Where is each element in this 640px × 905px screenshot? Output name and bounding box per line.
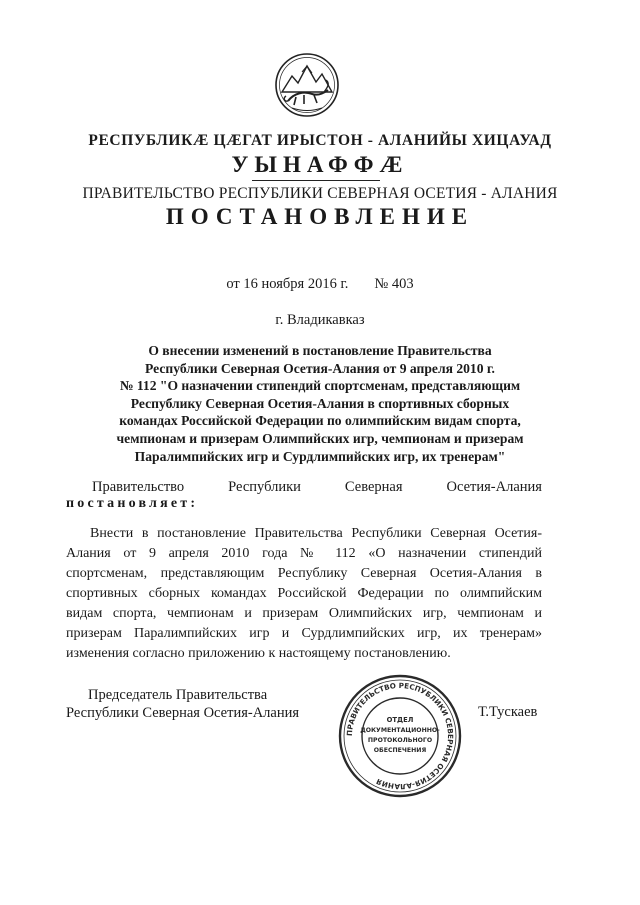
body-line: видам спорта, чемпионам и призерам Олимпийских игр, чемпионам и — [66, 606, 542, 621]
stamp-text-line: ДОКУМЕНТАЦИОННО- — [360, 727, 440, 734]
stamp-text-line: ПРОТОКОЛЬНОГО — [367, 737, 433, 744]
body-line: Алания от 9 апреля 2010 года № 112 «О назначении стипендий — [66, 546, 542, 561]
subject-line: Паралимпийских игр и Сурдлимпийских игр, их тренерам" — [134, 448, 506, 464]
coat-of-arms-icon — [274, 52, 340, 118]
decree-body — [66, 524, 542, 664]
subject-line: Республику Северная Осетия-Алания в спортивных сборных — [130, 395, 510, 411]
place-of-issue: г. Владикавказ — [275, 312, 365, 328]
signatory-name: Т.Тускаев — [478, 704, 538, 720]
subject-line: командах Российской Федерации по олимпийским видам спорта, — [119, 413, 521, 429]
body-line: спортсменам, представляющим Республику Северная Осетия-Алания в — [66, 566, 542, 581]
subject-line: чемпионам и призерам Олимпийских игр, чемпионам и призерам — [116, 430, 524, 446]
date-number-line — [0, 276, 640, 293]
preamble — [92, 479, 542, 496]
subject-line: Республики Северная Осетия-Алания от 9 апреля 2010 г. — [145, 360, 495, 376]
decree-subject — [72, 342, 568, 465]
decree-word: постановляет: — [66, 496, 199, 511]
subject-line: О внесении изменений в постановление Правительства — [148, 343, 492, 358]
preamble-word: Правительство — [92, 479, 185, 495]
decree-number: № 403 — [374, 276, 414, 292]
body-line: призерам Паралимпийских игр и Сурдлимпийских игр, их тренерам» — [66, 626, 542, 641]
preamble-word: Республики — [228, 479, 301, 495]
russian-government-name: ПРАВИТЕЛЬСТВО РЕСПУБЛИКИ СЕВЕРНАЯ ОСЕТИЯ - АЛАНИЯ — [82, 185, 558, 202]
body-line: спортивных сборных командах Российской Федерации по олимпийским — [66, 586, 542, 601]
signatory-title: Председатель Правительства — [88, 687, 268, 703]
body-line: изменения согласно приложению к настоящему постановлению. — [66, 646, 451, 661]
ossetian-government-name: РЕСПУБЛИКӔ ЦӔГАТ ИРЫСТОН - АЛАНИЙЫ ХИЦАУАД — [88, 132, 552, 149]
signatory-title-continued: Республики Северная Осетия-Алания — [66, 705, 300, 721]
decree-date: от 16 ноября 2016 г. — [226, 276, 349, 292]
preamble-word: Осетия-Алания — [446, 479, 542, 495]
subject-line: № 112 "О назначении стипендий спортсменам, представляющим — [119, 378, 521, 394]
ossetian-document-type: УЫНАФФӔ — [231, 152, 409, 177]
official-stamp-icon — [336, 672, 464, 800]
russian-document-type: ПОСТАНОВЛЕНИЕ — [165, 204, 475, 229]
title-underline — [252, 180, 380, 181]
body-line: Внести в постановление Правительства Республики Северная Осетия- — [90, 526, 542, 541]
stamp-ring-text: ПРАВИТЕЛЬСТВО РЕСПУБЛИКИ СЕВЕРНАЯ ОСЕТИЯ-АЛАНИЯ — [344, 680, 456, 792]
stamp-text-line: ОТДЕЛ — [386, 716, 414, 724]
preamble-word: Северная — [344, 479, 403, 495]
stamp-text-line: ОБЕСПЕЧЕНИЯ — [373, 747, 427, 754]
